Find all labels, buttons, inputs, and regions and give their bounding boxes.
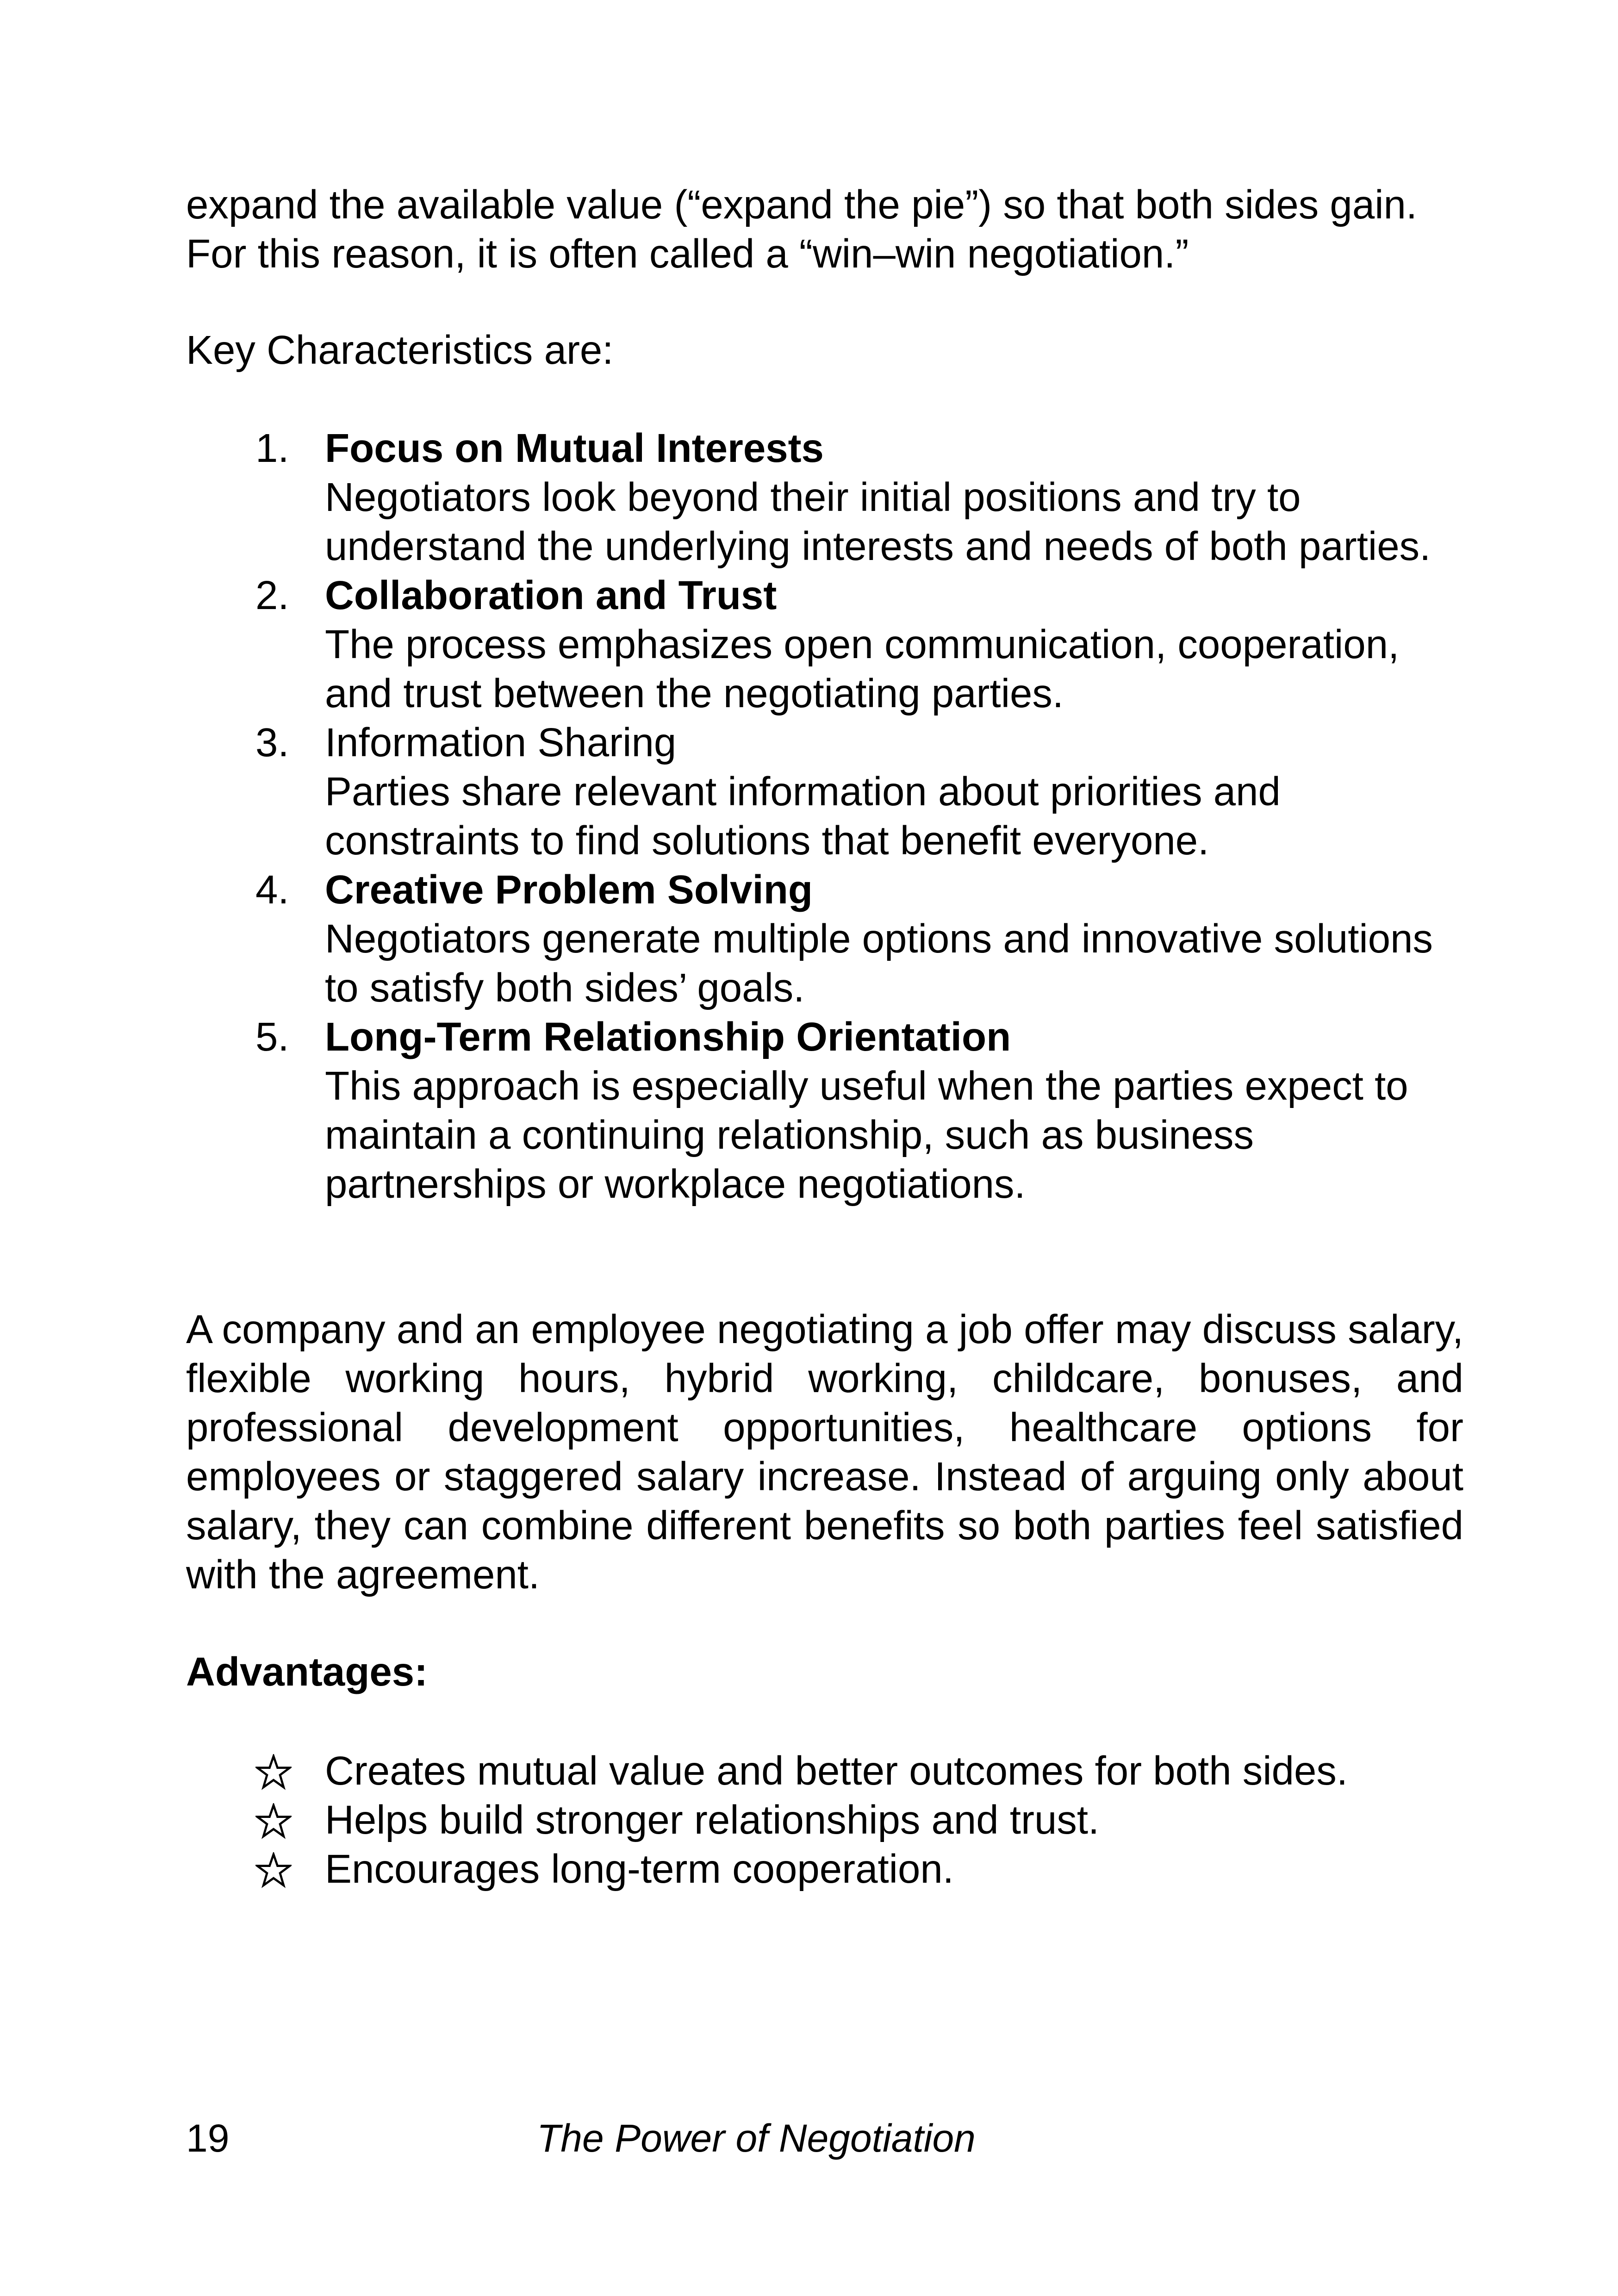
star-bullet-icon — [255, 1803, 292, 1839]
advantage-text: Creates mutual value and better outcomes for both sides. — [325, 1748, 1348, 1793]
advantage-text: Encourages long-term cooperation. — [325, 1847, 954, 1892]
characteristics-list — [186, 424, 1463, 1209]
item-number: 5. — [255, 1014, 289, 1059]
advantages-heading: Advantages: — [186, 1649, 428, 1694]
characteristic-item-3 — [186, 718, 1463, 865]
advantage-item-2 — [186, 1796, 1463, 1845]
advantages-list — [186, 1747, 1463, 1894]
advantage-item-1 — [186, 1747, 1463, 1796]
item-title: Long-Term Relationship Orientation — [325, 1014, 1011, 1059]
item-title: Creative Problem Solving — [325, 867, 813, 912]
example-paragraph: A company and an employee negotiating a job offer may discuss salary, flexible working hours, hybrid working, childcare, bonuses, and professional development opportunities, healthcare options for employees or staggered salary increase. Instead of arguing only about salary, they can combine different benefits so both parties feel satisfied with the agreement. — [186, 1307, 1463, 1597]
characteristic-item-4 — [186, 865, 1463, 1013]
item-number: 3. — [255, 720, 289, 765]
page-number: 19 — [186, 2116, 230, 2160]
footer-book-title: The Power of Negotiation — [537, 2116, 976, 2160]
item-description: The process emphasizes open communication, cooperation, and trust between the negotiating parties. — [325, 622, 1400, 716]
item-title: Information Sharing — [325, 720, 677, 765]
star-bullet-icon — [255, 1852, 292, 1888]
item-title: Collaboration and Trust — [325, 573, 777, 618]
intro-text — [186, 180, 1463, 279]
item-number: 1. — [255, 426, 289, 471]
key-characteristics-heading: Key Characteristics are: — [186, 328, 614, 373]
item-description: This approach is especially useful when the parties expect to maintain a continuing relationship, such as business partnerships or workplace negotiations. — [325, 1064, 1408, 1207]
intro-line-1: expand the available value (“expand the pie”) so that both sides gain. — [186, 182, 1418, 227]
item-number: 2. — [255, 573, 289, 618]
star-bullet-icon — [255, 1754, 292, 1790]
item-number: 4. — [255, 867, 289, 912]
advantage-text: Helps build stronger relationships and trust. — [325, 1798, 1100, 1842]
item-title: Focus on Mutual Interests — [325, 426, 824, 471]
item-description: Negotiators look beyond their initial positions and try to understand the underlying interests and needs of both parties. — [325, 475, 1431, 569]
intro-line-2: For this reason, it is often called a “win–win negotiation.” — [186, 231, 1189, 276]
characteristic-item-5 — [186, 1013, 1463, 1209]
characteristic-item-2 — [186, 571, 1463, 718]
characteristic-item-1 — [186, 424, 1463, 571]
item-description: Parties share relevant information about priorities and constraints to find solutions that benefit everyone. — [325, 769, 1281, 863]
advantage-item-3 — [186, 1845, 1463, 1894]
item-description: Negotiators generate multiple options and innovative solutions to satisfy both sides’ goals. — [325, 916, 1433, 1010]
